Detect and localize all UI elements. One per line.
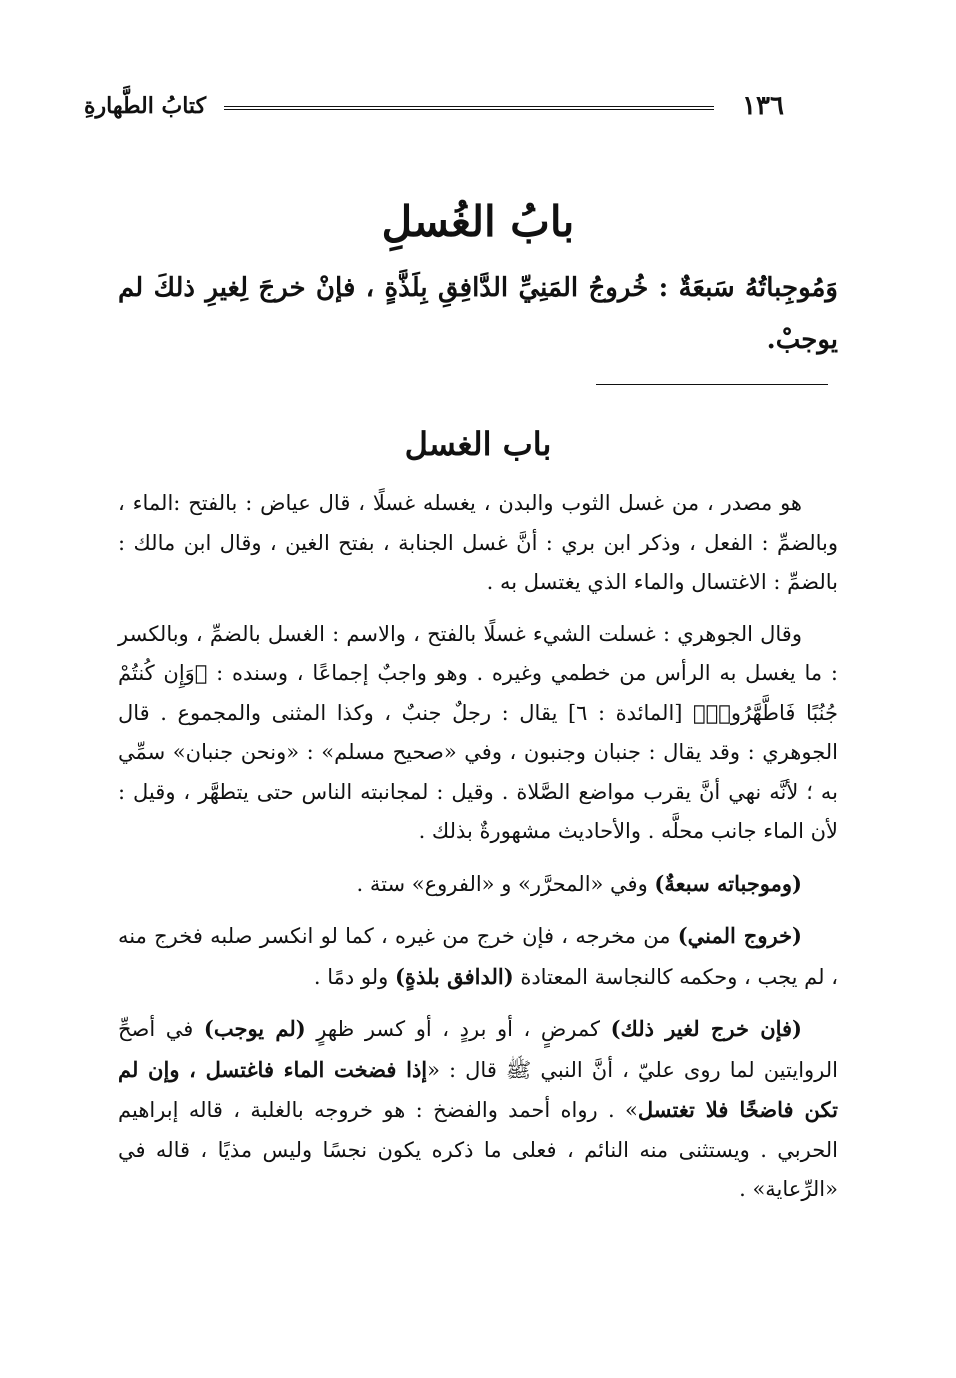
matn-quote: (الدافق بلذةٍ) (395, 963, 514, 989)
matn-quote: (وموجباته سبعةٌ) (654, 870, 802, 896)
commentary-paragraph-1: هو مصدر ، من غسل الثوب والبدن ، يغسله غسلًا ، قال عياض : بالفتح :الماء ، وبالضمِّ : الفعل ، وذكر ابن بري : أنَّ غسل الجنابة ، بفتح الغين ، وقال ابن مالك : بالضمِّ : الاغتسال والماء الذي يغتسل به . (118, 491, 838, 594)
commentary-text: في أصحِّ الروايتين لما روى عليّ ، أنَّ النبي ﷺ قال : « (118, 1017, 838, 1082)
commentary-paragraph-5 (118, 1009, 838, 1210)
matn-quote: (لم يوجب) (203, 1016, 306, 1041)
commentary-text: ولو دمًا . (313, 964, 395, 989)
commentary-body (118, 484, 838, 1222)
commentary-title: باب الغسل (404, 425, 552, 463)
commentary-text: من مخرجه ، فإن خرج من غيره ، كما لو انكسر صلبه فخرج منه ، لم يجب ، وحكمه كالنجاسة المعتادة (118, 924, 838, 989)
matn-separator (596, 384, 828, 385)
commentary-text: وفي «المحرَّر» و «الفروع» ستة . (356, 871, 655, 896)
running-book-title: كتابُ الطَّهارةِ (84, 93, 207, 119)
page-header (84, 88, 784, 128)
commentary-paragraph-2: وقال الجوهري : غسلت الشيء غسلًا بالفتح ، والاسم : الغسل بالضمِّ ، وبالكسر : ما يغسل به الرأس من خطمي وغيره . وهو واجبٌ إجماعًا ، وسنده : ﴿وَإِن كُنتُمْ جُنُبًا فَاطَّهَّرُوا۟﴾ [المائدة : ٦] يقال : رجلٌ جنبٌ ، وكذا المثنى والمجموع . قال الجوهري : وقد يقال : جنبان وجنبون ، وفي «صحيح مسلم» : «ونحن جنبان» سمِّي به ؛ لأنَّه نهي أنَّ يقرب مواضع الصَّلاة . وقيل : لمجانبته الناس حتى يتطهَّر ، وقيل : لأن الماء جانب محلَّه . والأحاديث مشهورةٌ بذلك . (118, 621, 838, 843)
commentary-paragraph-4 (118, 916, 838, 997)
matn-text: وَمُوجِباتُهُ سَبعَةٌ : خُروجُ المَنِيِّ الدَّافِقِ بِلَذَّةٍ ، فإنْ خرجَ لِغيرِ ذلكَ لم يوجبْ. (118, 273, 838, 355)
chapter-title: بابُ الغُسلِ (381, 197, 575, 246)
page-number: ١٣٦ (742, 91, 784, 121)
matn-quote: (فإن خرج لغير ذلك) (610, 1016, 802, 1041)
hadith-quote: إذا فضخت الماء فاغتسل ، وإن لم تكن فاضخًا فلا تغتسل (118, 1056, 838, 1122)
commentary-text: » . رواه أحمد والفضخ : هو خروجه بالغلبة ، قاله إبراهيم الحربي . ويستثنى منه النائم ، فعلى ما ذكره يكون نجسًا وليس مذيًا ، قاله في «الرِّعاية» . (118, 1098, 838, 1201)
commentary-paragraph-3 (118, 864, 838, 905)
matn-quote: (خروج المني) (677, 923, 802, 948)
header-rule (224, 106, 714, 107)
commentary-text: كمرضٍ ، أو بردٍ ، أو كسر ظهرٍ (305, 1017, 611, 1041)
